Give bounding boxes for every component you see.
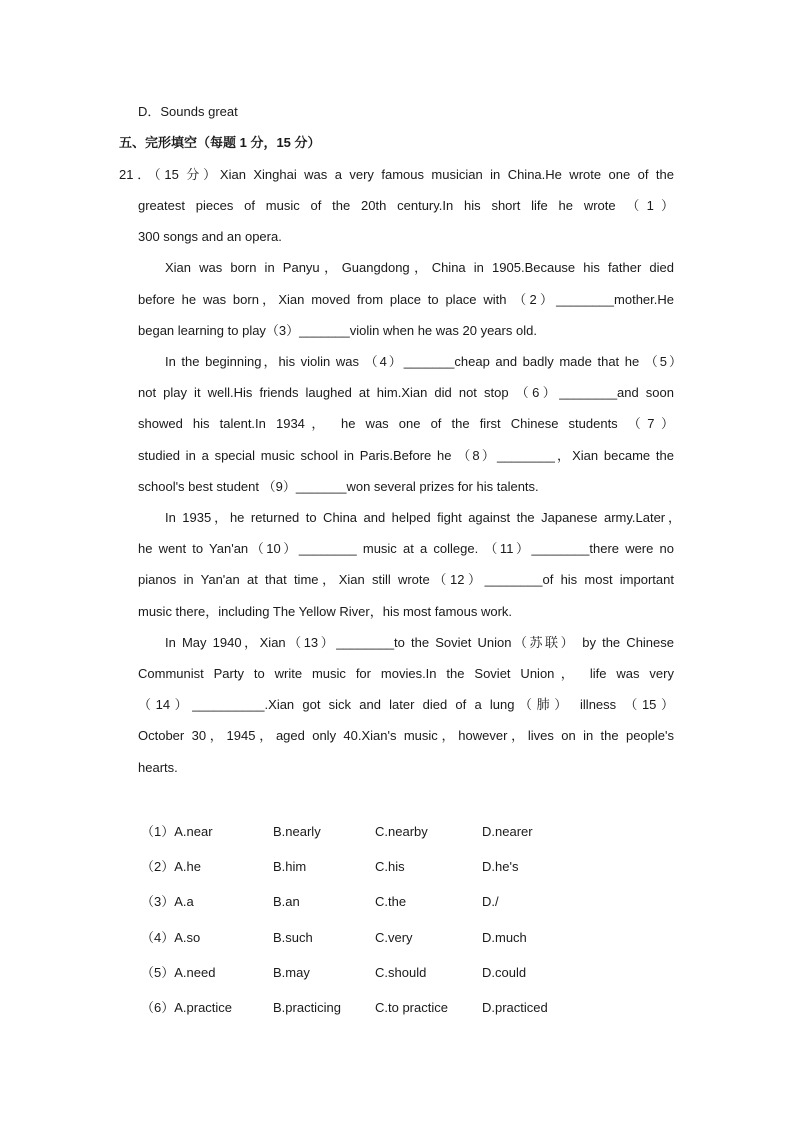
option-c: C.the xyxy=(375,894,407,909)
section-heading: 五、完形填空（每题 1 分，15 分） xyxy=(119,135,321,150)
passage-line: school's best student （9）_______won several prizes for his talents. xyxy=(138,479,539,494)
option-b: B.an xyxy=(273,894,300,909)
option-a: （3）A.a xyxy=(141,894,194,909)
option-d: D.could xyxy=(482,965,527,980)
passage-line: In May 1940，Xian（13）________to the Soviet Union（苏联） by the Chinese xyxy=(165,635,674,650)
option-b: B.such xyxy=(273,930,313,945)
passage-line: 300 songs and an opera. xyxy=(138,229,282,244)
option-b: B.nearly xyxy=(273,824,321,839)
option-b: B.practicing xyxy=(273,1000,341,1015)
passage-line: In the beginning，his violin was （4）_______cheap and badly made that he （5） xyxy=(165,354,682,369)
option-a: （6）A.practice xyxy=(141,1000,233,1015)
option-d: D.nearer xyxy=(482,824,533,839)
option-c: C.should xyxy=(375,965,427,980)
passage-line: he went to Yan'an（10）________ music at a college. （11）________there were no xyxy=(138,541,674,556)
option-c: C.nearby xyxy=(375,824,428,839)
option-b: B.may xyxy=(273,965,310,980)
passage-line: （14）__________.Xian got sick and later died of a lung（肺） illness （15） xyxy=(138,697,674,712)
option-d: D.he's xyxy=(482,859,519,874)
option-a: （4）A.so xyxy=(141,930,201,945)
passage-line: greatest pieces of music of the 20th century.In his short life he wrote （1） xyxy=(138,198,674,213)
passage-line: hearts. xyxy=(138,760,178,775)
passage-line: studied in a special music school in Paris.Before he （8）________，Xian became the xyxy=(138,448,674,463)
option-d: D.practiced xyxy=(482,1000,548,1015)
passage-line: Communist Party to write music for movies.In the Soviet Union， life was very xyxy=(138,666,674,681)
passage-line: In 1935，he returned to China and helped fight against the Japanese army.Later， xyxy=(165,510,681,525)
option-a: （2）A.he xyxy=(141,859,201,874)
passage-line: music there，including The Yellow River，his most famous work. xyxy=(138,604,513,619)
option-b: B.him xyxy=(273,859,307,874)
passage-line: began learning to play（3）_______violin when he was 20 years old. xyxy=(138,323,537,338)
option-d: D.much xyxy=(482,930,527,945)
passage-line: Xian was born in Panyu，Guangdong，China in 1905.Because his father died xyxy=(165,260,674,275)
passage-line: showed his talent.In 1934， he was one of the first Chinese students （7） xyxy=(138,416,674,431)
passage-line: pianos in Yan'an at that time，Xian still wrote（12）________of his most important xyxy=(138,572,674,587)
passage-line: before he was born，Xian moved from place to place with （2）________mother.He xyxy=(138,292,674,307)
passage-line: not play it well.His friends laughed at him.Xian did not stop （6）________and soon xyxy=(138,385,674,400)
option-c: C.to practice xyxy=(375,1000,448,1015)
option-c: C.his xyxy=(375,859,405,874)
passage-line: 21．（15 分）Xian Xinghai was a very famous musician in China.He wrote one of the xyxy=(119,167,674,182)
passage-line: October 30，1945，aged only 40.Xian's music，however，lives on in the people's xyxy=(138,728,674,743)
previous-answer-option: D．Sounds great xyxy=(138,104,238,119)
option-d: D./ xyxy=(482,894,499,909)
option-a: （1）A.near xyxy=(141,824,213,839)
option-a: （5）A.need xyxy=(141,965,216,980)
option-c: C.very xyxy=(375,930,413,945)
